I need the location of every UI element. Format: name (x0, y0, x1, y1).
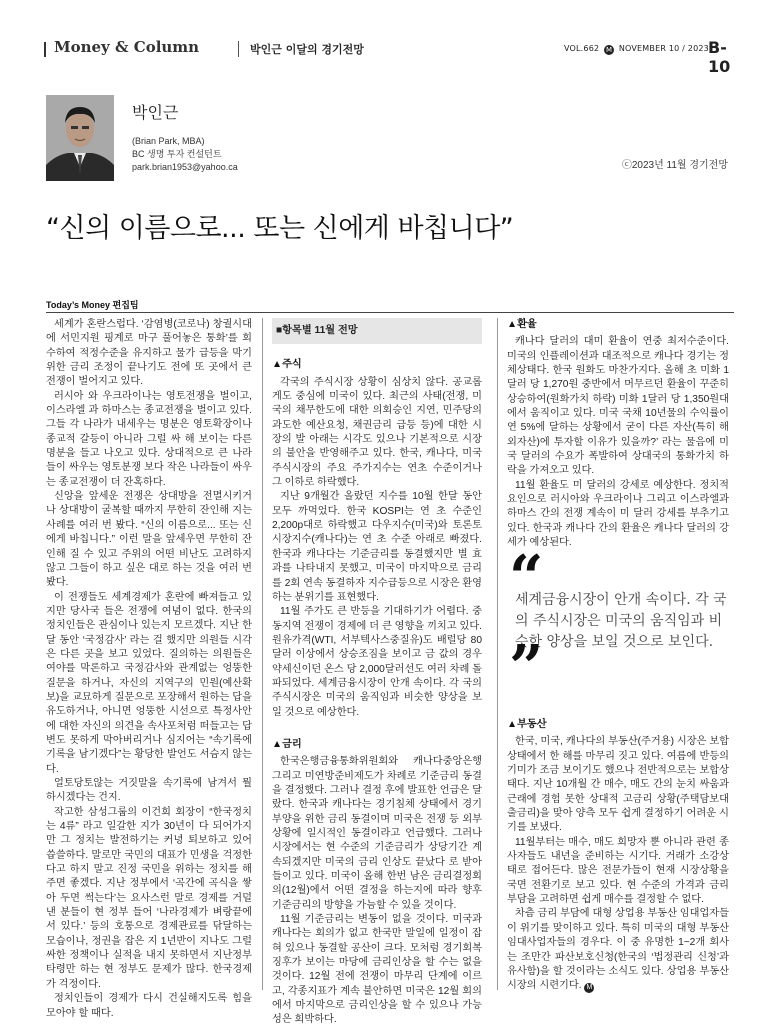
author-english-name: (Brian Park, MBA) (132, 136, 205, 146)
paragraph: 11월 기준금리는 변동이 없을 것이다. 미국과 캐나다는 회의가 없고 한국만 말일에 일정이 잡혀 있으나 동결할 공산이 크다. 모처럼 경기회복 징후가 보이는 마당에 금리인상을 할 수는 없을 것이다. 12월 전에 전쟁이 마무리 단계에 이르고, 각종지표가 계속 불안하면 미국은 12월 회의에서 마지막으로 금리인상을 할 수 있으나 가능성은 희박하다. (272, 914, 482, 1026)
column-name: 박인근 이달의 경기전망 (250, 43, 364, 56)
paragraph: 11월부터는 매수, 매도 희망자 뿐 아니라 관련 종사자들도 내년을 준비하는 시기다. 거래가 소강상태로 접어든다. 많은 전문가들이 현재 시장상황을 국면 전환기로 보고 있다. 현 수준의 가격과 금리 부담을 고려하면 쉽게 매수를 결정할 수 없다. (507, 836, 729, 906)
author-info (132, 100, 238, 174)
close-quote-icon: ” (509, 633, 544, 703)
column-divider (497, 318, 498, 990)
article-column-3 (507, 318, 729, 551)
paragraph: 11월 환율도 미 달러의 강세로 예상한다. 정치적 요인으로 러시아와 우크라이나 그리고 이스라엘과 하마스 간의 전쟁 계속이 미 달러 강세를 부추기고 있다. 한국과 캐나다 간의 환율은 캐나다 달러의 강세가 예상된다. (507, 479, 729, 549)
headline: “신의 이름으로... 또는 신에게 바칩니다” (46, 213, 514, 244)
paragraph: 정치인들이 경제가 다시 건실해지도록 힘을 모아야 할 때다. (46, 993, 252, 1019)
issue-date: NOVEMBER 10 / 2023 (618, 44, 709, 53)
subheading-realestate: ▲부동산 (507, 719, 547, 730)
header-separator (238, 41, 239, 57)
author-name: 박인근 (132, 103, 179, 122)
author-email: park.brian1953@yahoo.ca (132, 162, 238, 172)
byline: Today’s Money 편집팀 (46, 300, 139, 310)
pull-quote-text: 세계금융시장이 안개 속이다. 각 국의 주식시장은 미국의 움직임과 비슷한 양상을 보일 것으로 보인다. (515, 592, 727, 650)
subheading-rate: ▲금리 (272, 738, 302, 750)
paragraph: 11월 주가도 큰 반등을 기대하기가 어렵다. 중동지역 전쟁이 경제에 더 큰 영향을 끼치고 있다. 원유가격(WTI, 서부텍사스중질유)도 배럴당 80달러 이상에서 상승조짐을 보이고 금 값의 경우 약세신이던 온스 당 2,000달러선도 여러 차례 돌파되었다. 세계금융시장이 안개 속이다. 각 국의 주식시장은 미국의 움직임과 비슷한 양상을 보일 것으로 예상한다. (272, 606, 482, 718)
paragraph: 이 전쟁들도 세계경제가 혼란에 빠져들고 있지만 당사국 들은 전쟁에 여념이 없다. 한국의 정치인들은 관심이나 있는지 모르겠다. 지난 한 달 동안 ‘국정감사’ 라는 걸 했지만 의원들 시각은 다른 곳을 보고 있었다. 질의하는 의원들은 여야를 막론하고 국정감사와 관계없는 엉뚱한 질문을 하거나, 자신의 지역구의 민원(예산확보)을 교묘하게 질문으로 포장해서 원하는 답을 유도하거나, 아니면 엉뚱한 시선으로 특정사안에 대한 자신의 의견을 속사포처럼 떠들고는 답변도 못하게 막아버리거나 심지어는 “속기록에 기록을 남기겠다”는 황당한 발언도 서슴지 않는다. (46, 591, 252, 775)
article-column-3-lower (507, 718, 729, 994)
page-number: B-10 (708, 38, 731, 76)
paragraph: 한국, 미국, 캐나다의 부동산(주거용) 시장은 보합상태에서 한 해를 마무리 짓고 있다. 여름에 반등의 기미가 조금 보이기도 했으나 전반적으로는 보합상태다. 지난 10개월 간 매수, 매도 간의 눈치 싸움과 근래에 경험 못한 상대적 고금리 상황(주택담보대출금리)을 맞아 양측 모두 쉽게 결정하기 어려운 시기를 보냈다. (507, 736, 729, 834)
author-title: BC 생명 투자 컨설턴트 (132, 149, 222, 159)
open-quote-icon: “ (509, 543, 544, 613)
article-column-1 (46, 318, 252, 1021)
page-header (44, 38, 732, 76)
paragraph: 캐나다 달러의 대미 환율이 연중 최저수준이다. 미국의 인플레이션과 대조적으로 캐나다 경기는 정체상태다. 한국 원화도 마찬가지다. 올해 초 미화 1달러 당 1,270원 중반에서 머무르던 환율이 꾸준히 상승하여(원화가치 하락) 미화 1달러 당 1,350원대에서 움직이고 있다. 미국 국채 10년물의 수익률이 연 5%에 달하는 상황에서 굳이 다른 자산(특히 해외자산)에 투자할 이유가 있을까?’ 라는 물음에 미국 달러의 수요가 폭발하여 상대국의 통화가치 하락을 가져오고 있다. (507, 336, 729, 477)
paragraph: 신앙을 앞세운 전쟁은 상대방을 전멸시키거나 상대방이 굴복할 때까지 무한히 잔인해 지는 사례를 여러 번 봤다. “신의 이름으로... 또는 신에게 바칩니다.” 이런 말을 앞세우면 무한히 잔인해 질 수 있고 주위의 어떤 비난도 고려하지 않고 그들이 하고 싶은 대로 하는 것을 여러 번 봤다. (46, 491, 252, 589)
section-box-title: ■항목별 11월 전망 (272, 318, 482, 344)
article-column-2 (272, 318, 482, 1028)
column-divider (262, 318, 263, 990)
header-bar (44, 42, 46, 57)
author-photo (46, 95, 114, 181)
paragraph: 한국은행금융통화위원회와 캐나다중앙은행 그리고 미연방준비제도가 차례로 기준금리 동결을 결정했다. 그러나 결정 후에 발표한 언급은 달랐다. 한국과 캐나다는 경기침체 상태에서 경기 부양을 위한 금리 동결이며 미국은 전쟁 등 외부상황에 일시적인 동결이라고 언급했다. 그러나 시장에서는 현 수준의 기준금리가 상당기간 계속되겠지만 미국의 금리 인상도 끝났다 로 받아들이고 있다. 미국이 올해 한번 남은 금리결정회의(12월)에서 어떤 결정을 하는지에 따라 향후 기준금리의 방향을 가늠할 수 있을 것이다. (272, 756, 482, 911)
divider (46, 312, 734, 313)
paragraph (507, 907, 729, 993)
paragraph: 지난 9개월간 올랐던 지수를 10월 한달 동안 모두 까먹었다. 한국 KOSPI는 연 초 수준인 2,200p대로 하락했고 다우지수(미국)와 토론토시장지수(캐나다)는 연 초 수준 아래로 빠졌다. 한국과 캐나다는 기준금리를 동결했지만 별 효과를 나타내지 못했고, 미국이 마지막으로 금리를 2회 연속 동결하자 지수급등으로 시장은 환영하는 분위기를 표현했다. (272, 491, 482, 603)
paragraph: 얼토당토않는 거짓말을 속기록에 남겨서 뭘 하시겠다는 건지. (46, 778, 252, 804)
pull-quote (507, 543, 729, 703)
subheading-fx: ▲환율 (507, 319, 537, 330)
section-title: Money & Column (54, 38, 200, 56)
paragraph: 러시아 와 우크라이나는 영토전쟁을 벌이고, 이스라엘 과 하마스는 종교전쟁을 벌이고 있다. 그들 각 나라가 내세우는 명분은 영토확장이나 종교적 갈등이 아니라 그럴 싸 해 보이는 다른 명분을 들고 나오고 있다. 상대적으로 큰 나라들이 싸우는 영토분쟁 보다 작은 나라들이 싸우는 종교전쟁이 더 잔혹하다. (46, 390, 252, 488)
copyright: ⓒ2023년 11월 경기전망 (621, 160, 728, 171)
author-portrait-image (46, 95, 114, 181)
magazine-logo-icon: M (605, 46, 613, 54)
paragraph: 각국의 주식시장 상황이 심상치 않다. 공교롭게도 중심에 미국이 있다. 최근의 사태(전쟁, 미국의 채무한도에 대한 의회승인 지연, 민주당의 과도한 예산요청, 채권금리 급등 등)에 대한 시장의 발 아래는 시각도 있으나 기본적으로 시장의 불안을 반영해주고 있다. 한국, 캐나다, 미국 주식시장의 주요 주가지수는 연초 수준이거나 그 이하로 하락했다. (272, 376, 482, 489)
issue-volume: VOL.662 (564, 44, 600, 53)
issue-info (564, 44, 709, 55)
subheading-stock: ▲주식 (272, 359, 302, 371)
end-mark-icon: M (584, 983, 594, 993)
paragraph: 세계가 혼란스럽다. ‘감염병(코로나) 창궐시대에 서민지원 핑계로 마구 풀어놓은 통화’를 회수하여 적정수준을 유지하고 물가 급등을 막기위한 금리 조정이 끝나기도 전에 또 곳에서 큰 전쟁이 벌어지고 있다. (46, 319, 252, 388)
paragraph-text: 차츰 금리 부담에 대형 상업용 부동산 임대업자들이 위기를 맞이하고 있다. 특히 미국의 대형 부동산 임대사업자들의 경우다. 이 중 유명한 1~2개 회사는 조만간 파산보호신청(한국의 ‘법정관리 신청’과 유사함)을 할 것이라는 소식도 있다. 상업용 부동산 시장의 시련기다. (507, 908, 729, 992)
paragraph: 작고한 삼성그룹의 이건희 회장이 “한국정치는 4류” 라고 일갈한 지가 30년이 다 되어가지만 그 정치는 발전하기는 커녕 퇴보하고 있어 씁쓸하다. 말로만 국민의 대표가 민생을 걱정한다고 하지 말고 진정 국민을 위하는 정치를 해 주면 좋겠다. 지난 정부에서 ‘곡간에 곡식을 쌓아 두면 썩는다’는 요사스런 말로 경제를 거덜 낸 분들이 현 정부 들어 ‘나라경제가 벼랑끝에 서 있다.’ 등의 호통으로 경제관료를 닦달하는 모습이나, 정권을 잡은 지 1년반이 지나도 그럴싸한 정책이나 실적을 내지 못하면서 지난정부 타령만 하는 현 정부도 문제가 많다. 한국경제가 걱정이다. (46, 806, 252, 990)
